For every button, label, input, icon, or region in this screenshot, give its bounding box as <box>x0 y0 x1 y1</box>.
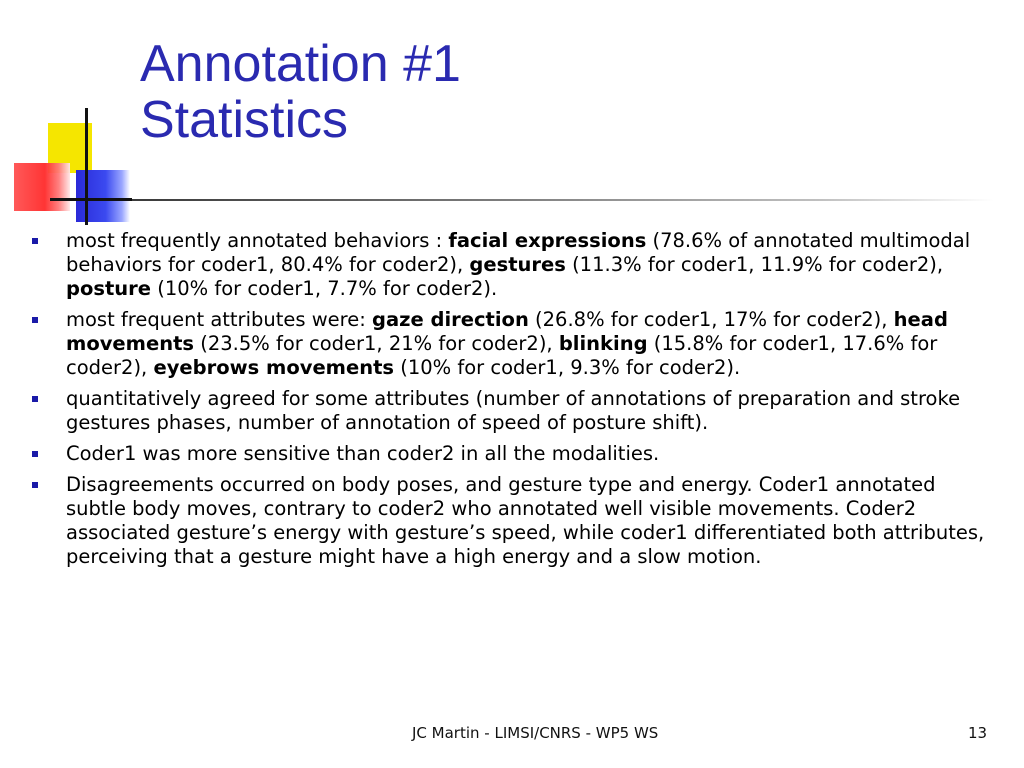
bullet-square-icon <box>32 396 38 402</box>
bullet-text: most frequent attributes were: <box>66 308 373 331</box>
bold-term: blinking <box>558 332 648 355</box>
title-underline <box>132 199 994 201</box>
bullet-text: Disagreements occurred on body poses, and gesture type and energy. Coder1 annotated subtle body moves, contrary to coder2 who annotated well visible movements. Coder2 associated gesture’s energy with gesture’s speed, while coder1 differentiated both attributes, perceiving that a gesture might have a high energy and a slow motion. <box>66 473 985 568</box>
slide-title <box>140 36 461 148</box>
bold-term: posture <box>66 277 152 300</box>
bullet-text: (10% for coder1, 7.7% for coder2). <box>151 277 498 300</box>
bullet-text: Coder1 was more sensitive than coder2 in all the modalities. <box>66 442 660 465</box>
slide-title-line-1: Annotation #1 <box>140 35 461 93</box>
bold-term: head movements <box>66 308 948 355</box>
bullet-item <box>28 387 998 435</box>
bold-term: gaze direction <box>372 308 529 331</box>
bullet-item <box>28 442 998 466</box>
decorative-horizontal-line <box>50 198 132 201</box>
slide-title-line-2: Statistics <box>140 91 349 149</box>
bullet-text: (26.8% for coder1, 17% for coder2), <box>528 308 894 331</box>
bullet-item <box>28 308 998 380</box>
bullet-list <box>28 229 998 576</box>
bullet-text: (15.8% for coder1, 17.6% for coder2), <box>66 332 938 379</box>
bold-term: facial expressions <box>448 229 647 252</box>
slide-footer: JC Martin - LIMSI/CNRS - WP5 WS <box>412 724 659 742</box>
bullet-text: (10% for coder1, 9.3% for coder2). <box>394 356 741 379</box>
bullet-text: most frequently annotated behaviors : <box>66 229 449 252</box>
bullet-item <box>28 473 998 569</box>
bullet-square-icon <box>32 238 38 244</box>
decorative-vertical-line <box>85 108 88 225</box>
bold-term: gestures <box>469 253 566 276</box>
bullet-text: (78.6% of annotated multimodal behaviors for coder1, 80.4% for coder2), <box>66 229 971 276</box>
bullet-item <box>28 229 998 301</box>
bullet-square-icon <box>32 317 38 323</box>
bullet-square-icon <box>32 482 38 488</box>
bold-term: eyebrows movements <box>153 356 395 379</box>
bullet-square-icon <box>32 451 38 457</box>
slide-number: 13 <box>968 724 988 742</box>
bullet-text: (11.3% for coder1, 11.9% for coder2), <box>565 253 944 276</box>
bullet-text: (23.5% for coder1, 21% for coder2), <box>194 332 559 355</box>
bullet-text: quantitatively agreed for some attributes (number of annotations of preparation and stroke gestures phases, number of annotation of speed of posture shift). <box>66 387 961 434</box>
decorative-red-square <box>14 163 70 211</box>
